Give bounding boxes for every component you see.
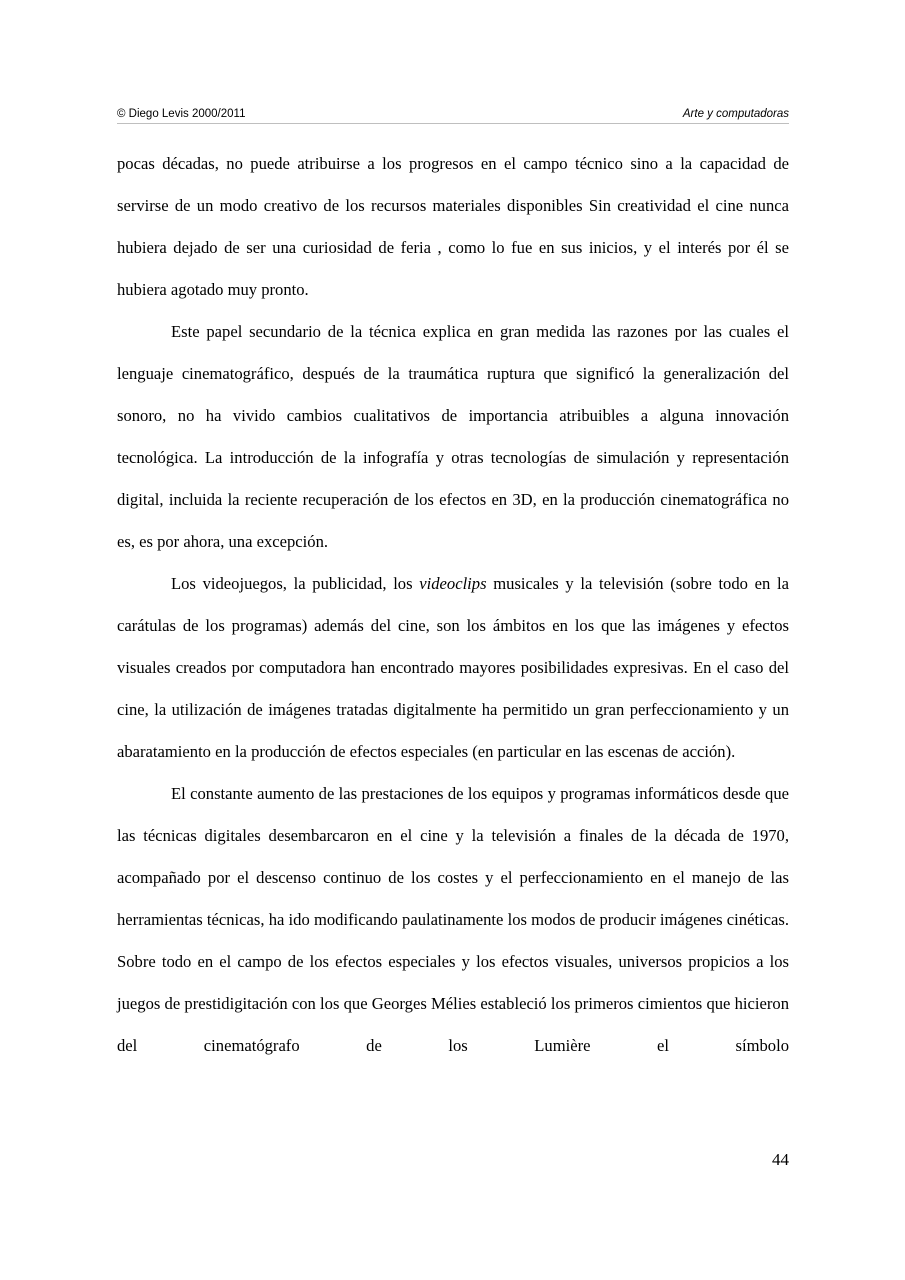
header-title: Arte y computadoras <box>682 108 789 120</box>
body-text <box>117 143 789 1067</box>
running-header <box>117 107 789 124</box>
paragraph-3-start: Los videojuegos, la publicidad, los <box>171 574 420 593</box>
paragraph-1: pocas décadas, no puede atribuirse a los progresos en el campo técnico sino a la capacidad de servirse de un modo creativo de los recursos materiales disponibles Sin creatividad el cine nunca hubiera dejado de ser una curiosidad de feria , como lo fue en sus inicios, y el interés por él se hubiera agotado muy pronto. <box>117 154 789 299</box>
paragraph-3 <box>117 563 789 773</box>
paragraph-4: El constante aumento de las prestaciones de los equipos y programas informáticos desde que las técnicas digitales desembarcaron en el cine y la televisión a finales de la década de 1970, acompañado por el descenso continuo de los costes y el perfeccionamiento en el manejo de las herramientas técnicas, ha ido modificando paulatinamente los modos de producir imágenes cinéticas. Sobre todo en el campo de los efectos especiales y los efectos visuales, universos propicios a los juegos de prestidigitación con los que Georges Mélies estableció los primeros cimientos que hicieron del cinematógrafo de los Lumière el símbolo <box>117 784 789 1055</box>
paragraph-3-italic-term: videoclips <box>419 574 487 593</box>
paragraph-2: Este papel secundario de la técnica explica en gran medida las razones por las cuales el lenguaje cinematográfico, después de la traumática ruptura que significó la generalización del sonoro, no ha vivido cambios cualitativos de importancia atribuibles a alguna innovación tecnológica. La introducción de la infografía y otras tecnologías de simulación y representación digital, incluida la reciente recuperación de los efectos en 3D, en la producción cinematográfica no es, es por ahora, una excepción. <box>117 322 789 551</box>
header-copyright: © Diego Levis 2000/2011 <box>117 108 246 120</box>
page-number: 44 <box>772 1150 789 1169</box>
paragraph-3-end: musicales y la televisión (sobre todo en la carátulas de los programas) además del cine, son los ámbitos en los que las imágenes y efectos visuales creados por computadora han encontrado mayores posibilidades expresivas. En el caso del cine, la utilización de imágenes tratadas digitalmente ha permitido un gran perfeccionamiento y un abaratamiento en la producción de efectos especiales (en particular en las escenas de acción). <box>117 574 789 761</box>
